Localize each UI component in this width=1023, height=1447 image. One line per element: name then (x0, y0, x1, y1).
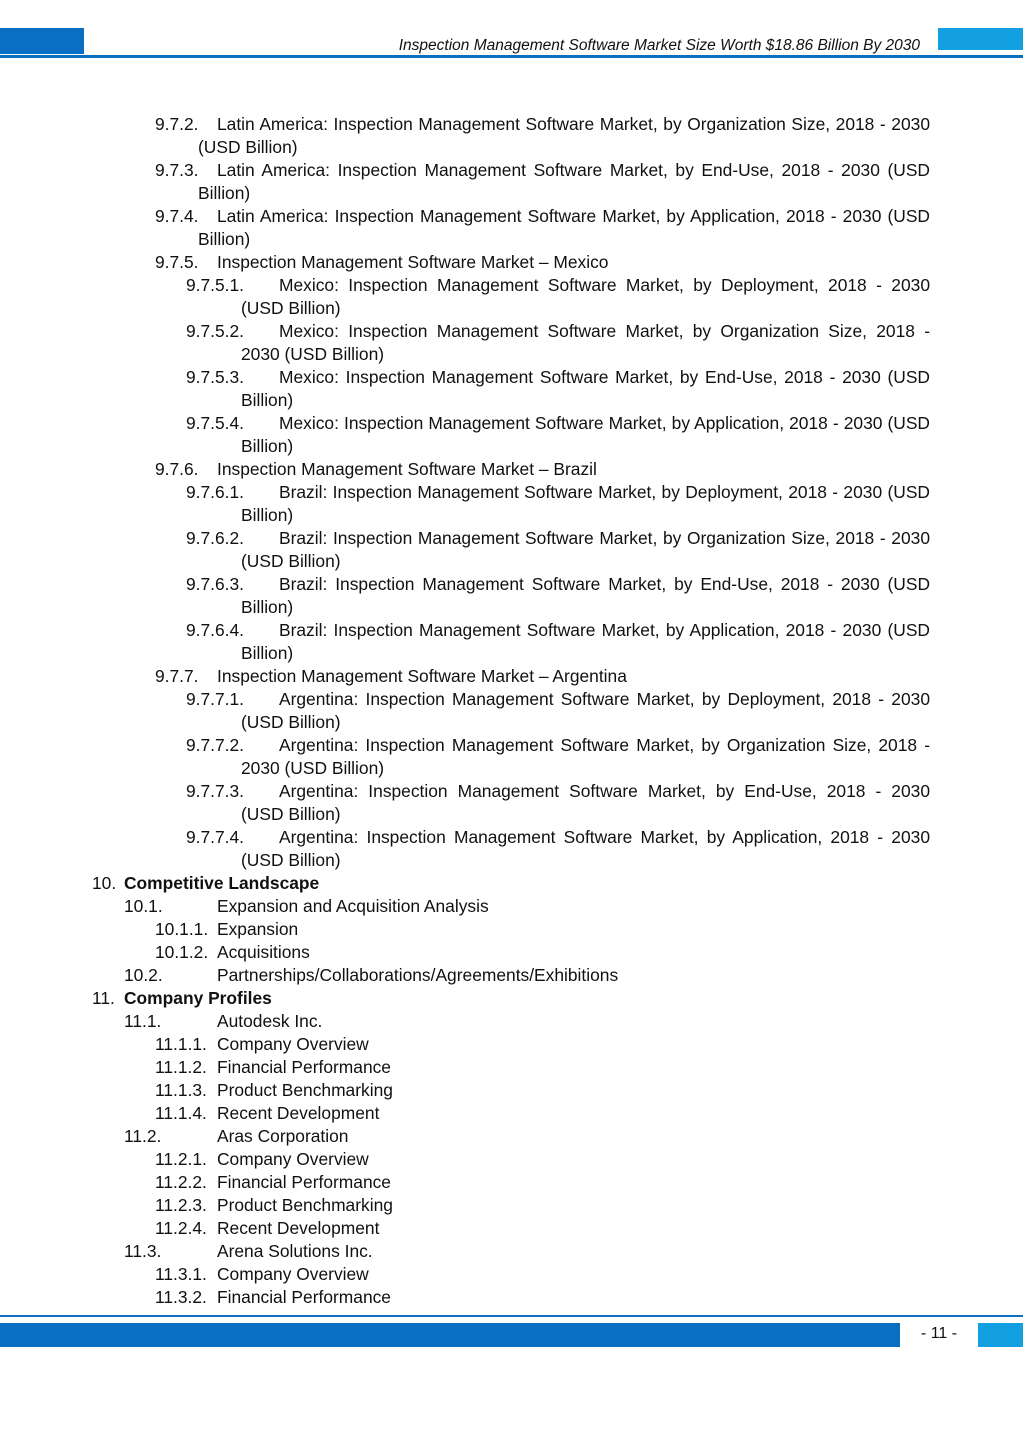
page-number: - 11 - (920, 1325, 958, 1342)
toc-entry (0, 941, 1023, 964)
toc-entry-title: Argentina: Inspection Management Software Market, by End-Use, 2018 - 2030 (USD Billion) (241, 781, 930, 824)
toc-entry-title: Company Overview (217, 1264, 369, 1284)
toc-entry-title: Argentina: Inspection Management Software Market, by Application, 2018 - 2030 (USD Billion) (241, 827, 930, 870)
footer-rule (0, 1315, 1023, 1317)
toc-entry-number: 11.3.1. (155, 1264, 207, 1284)
toc-entry-number: 10.1.1. (155, 919, 209, 939)
toc-entry-title: Recent Development (217, 1103, 380, 1123)
toc-entry-title: Competitive Landscape (124, 873, 320, 893)
toc-entry-title: Aras Corporation (217, 1126, 349, 1146)
header-accent-left (0, 28, 84, 54)
toc-entry (0, 1240, 1023, 1263)
toc-entry-number: 10.1. (124, 896, 163, 916)
toc-entry (0, 734, 1023, 780)
table-of-contents (0, 113, 1023, 1309)
toc-entry-number: 9.7.7.3. (186, 781, 245, 801)
header-rule (0, 55, 1023, 58)
toc-entry-number: 9.7.4. (155, 206, 199, 226)
toc-entry-number: 11.1. (124, 1011, 162, 1031)
footer-accent-right (978, 1323, 1023, 1347)
toc-entry-number: 9.7.5. (155, 252, 199, 272)
toc-entry (0, 1217, 1023, 1240)
toc-entry (0, 688, 1023, 734)
toc-entry-title: Mexico: Inspection Management Software Market, by Application, 2018 - 2030 (USD Billion) (241, 413, 930, 456)
toc-entry (0, 964, 1023, 987)
toc-entry-title: Mexico: Inspection Management Software Market, by End-Use, 2018 - 2030 (USD Billion) (241, 367, 930, 410)
toc-entry-number: 11.1.3. (155, 1080, 207, 1100)
toc-entry (0, 113, 1023, 159)
toc-entry-number: 9.7.7.2. (186, 735, 245, 755)
footer-bar (0, 1323, 900, 1347)
toc-entry-title: Brazil: Inspection Management Software Market, by Organization Size, 2018 - 2030 (USD Billion) (241, 528, 930, 571)
toc-entry-title: Latin America: Inspection Management Software Market, by Application, 2018 - 2030 (USD Billion) (198, 206, 930, 249)
toc-entry-title: Latin America: Inspection Management Software Market, by Organization Size, 2018 - 2030 (USD Billion) (198, 114, 930, 157)
toc-entry-number: 9.7.3. (155, 160, 199, 180)
toc-entry (0, 918, 1023, 941)
toc-entry-number: 10. (92, 873, 117, 893)
toc-entry-number: 11.2. (124, 1126, 162, 1146)
toc-entry (0, 274, 1023, 320)
toc-entry (0, 573, 1023, 619)
toc-entry-title: Company Overview (217, 1149, 369, 1169)
toc-entry-number: 10.2. (124, 965, 163, 985)
toc-entry-title: Company Profiles (124, 988, 272, 1008)
toc-entry-number: 9.7.2. (155, 114, 199, 134)
toc-entry (0, 895, 1023, 918)
toc-entry-number: 9.7.6.2. (186, 528, 245, 548)
toc-entry-number: 9.7.6.3. (186, 574, 245, 594)
toc-entry-title: Brazil: Inspection Management Software Market, by Application, 2018 - 2030 (USD Billion) (241, 620, 930, 663)
toc-entry (0, 1125, 1023, 1148)
toc-entry-title: Partnerships/Collaborations/Agreements/Exhibitions (217, 965, 619, 985)
toc-entry (0, 1171, 1023, 1194)
toc-entry-title: Latin America: Inspection Management Software Market, by End-Use, 2018 - 2030 (USD Billion) (198, 160, 930, 203)
toc-entry-title: Inspection Management Software Market – Brazil (217, 459, 597, 479)
toc-entry-number: 9.7.6. (155, 459, 199, 479)
toc-entry-number: 9.7.7.4. (186, 827, 245, 847)
toc-entry (0, 481, 1023, 527)
toc-entry-title: Mexico: Inspection Management Software Market, by Deployment, 2018 - 2030 (USD Billion) (241, 275, 930, 318)
toc-entry-title: Financial Performance (217, 1287, 391, 1307)
toc-entry (0, 205, 1023, 251)
toc-entry-title: Argentina: Inspection Management Software Market, by Organization Size, 2018 - 2030 (USD Billion) (241, 735, 930, 778)
toc-entry-number: 10.1.2. (155, 942, 209, 962)
toc-entry-title: Financial Performance (217, 1057, 391, 1077)
toc-entry-title: Inspection Management Software Market – Argentina (217, 666, 627, 686)
toc-entry (0, 1102, 1023, 1125)
toc-entry (0, 458, 1023, 481)
toc-entry-title: Brazil: Inspection Management Software Market, by Deployment, 2018 - 2030 (USD Billion) (241, 482, 930, 525)
toc-entry-title: Argentina: Inspection Management Software Market, by Deployment, 2018 - 2030 (USD Billion) (241, 689, 930, 732)
toc-entry-number: 11.2.3. (155, 1195, 207, 1215)
toc-entry-title: Expansion (217, 919, 299, 939)
toc-entry-number: 9.7.7.1. (186, 689, 245, 709)
toc-entry-title: Product Benchmarking (217, 1195, 393, 1215)
toc-entry (0, 159, 1023, 205)
toc-entry (0, 1079, 1023, 1102)
toc-entry (0, 1056, 1023, 1079)
toc-entry-number: 11.1.1. (155, 1034, 207, 1054)
toc-entry (0, 1033, 1023, 1056)
toc-entry-number: 9.7.7. (155, 666, 199, 686)
toc-entry-title: Arena Solutions Inc. (217, 1241, 373, 1261)
toc-entry-title: Acquisitions (217, 942, 310, 962)
toc-entry (0, 412, 1023, 458)
toc-entry-title: Expansion and Acquisition Analysis (217, 896, 489, 916)
toc-entry-title: Brazil: Inspection Management Software Market, by End-Use, 2018 - 2030 (USD Billion) (241, 574, 930, 617)
toc-entry (0, 665, 1023, 688)
toc-entry-number: 9.7.5.4. (186, 413, 245, 433)
toc-entry-number: 11.2.4. (155, 1218, 207, 1238)
toc-entry-title: Autodesk Inc. (217, 1011, 323, 1031)
toc-entry (0, 619, 1023, 665)
toc-entry (0, 1148, 1023, 1171)
toc-entry-title: Mexico: Inspection Management Software Market, by Organization Size, 2018 - 2030 (USD Billion) (241, 321, 930, 364)
toc-entry (0, 320, 1023, 366)
toc-entry (0, 366, 1023, 412)
toc-entry (0, 872, 1023, 895)
toc-entry-number: 11.1.2. (155, 1057, 207, 1077)
toc-entry-number: 11.2.2. (155, 1172, 207, 1192)
toc-entry-title: Product Benchmarking (217, 1080, 393, 1100)
toc-entry-number: 9.7.6.1. (186, 482, 245, 502)
toc-entry-number: 11. (92, 988, 115, 1008)
toc-entry (0, 251, 1023, 274)
toc-entry-number: 11.3.2. (155, 1287, 207, 1307)
toc-entry-title: Company Overview (217, 1034, 369, 1054)
toc-entry (0, 1286, 1023, 1309)
toc-entry-title: Recent Development (217, 1218, 380, 1238)
toc-entry-number: 11.3. (124, 1241, 162, 1261)
page-header-title: Inspection Management Software Market Size Worth $18.86 Billion By 2030 (398, 37, 920, 54)
toc-entry (0, 826, 1023, 872)
toc-entry (0, 1010, 1023, 1033)
toc-entry-number: 11.2.1. (155, 1149, 207, 1169)
header-accent-right (938, 28, 1023, 50)
toc-entry (0, 987, 1023, 1010)
toc-entry-number: 9.7.6.4. (186, 620, 245, 640)
toc-entry (0, 780, 1023, 826)
toc-entry-number: 9.7.5.3. (186, 367, 245, 387)
toc-entry (0, 1263, 1023, 1286)
toc-entry-number: 11.1.4. (155, 1103, 207, 1123)
toc-entry-number: 9.7.5.1. (186, 275, 245, 295)
toc-entry-number: 9.7.5.2. (186, 321, 245, 341)
toc-entry-title: Inspection Management Software Market – Mexico (217, 252, 609, 272)
toc-entry-title: Financial Performance (217, 1172, 391, 1192)
toc-entry (0, 527, 1023, 573)
toc-entry (0, 1194, 1023, 1217)
